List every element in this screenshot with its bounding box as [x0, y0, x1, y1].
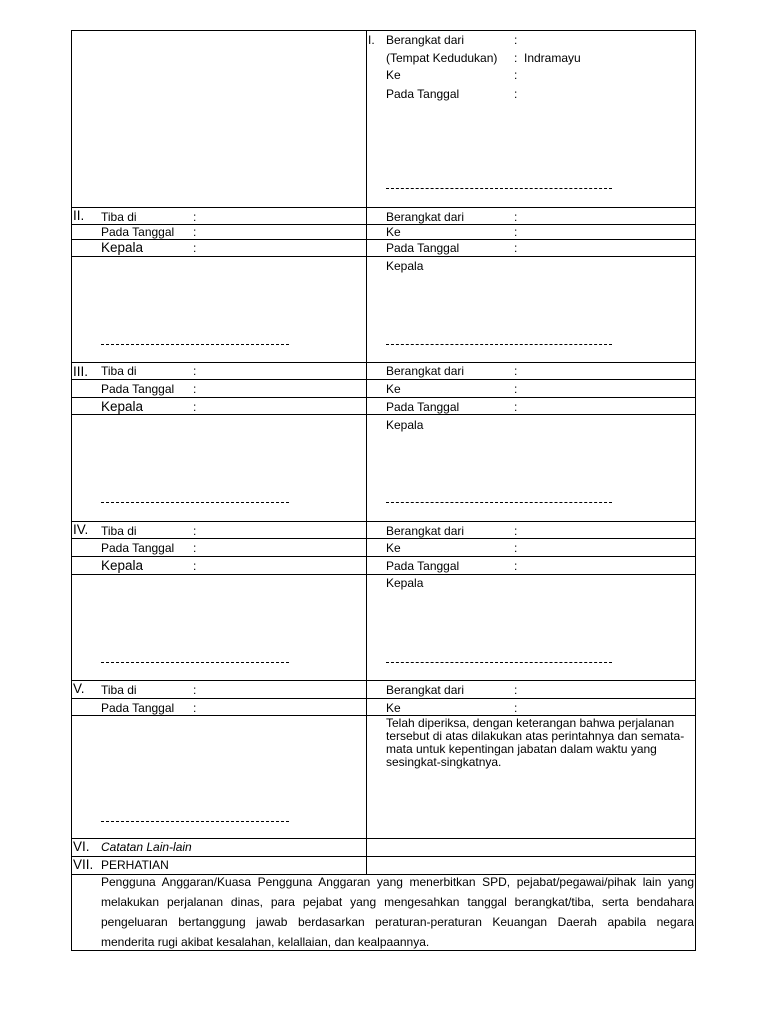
rule — [71, 521, 696, 522]
label-pada-tanggal: Pada Tanggal — [101, 225, 175, 239]
section-number: V. — [73, 681, 85, 696]
label-pada-tanggal: Pada Tanggal — [101, 701, 175, 715]
rule — [71, 680, 696, 681]
colon: : — [514, 33, 518, 47]
paragraph-line: menderita rugi akibat kesalahan, kelallaian, dan kealpaannya. — [101, 935, 430, 949]
value-tempat-kedudukan: Indramayu — [524, 51, 581, 65]
paragraph-line: pengeluaran bertanggung jawab berdasarkan peraturan-peraturan Keuangan Daerah apabila negara — [101, 915, 694, 929]
colon: : — [193, 241, 197, 255]
signature-line — [101, 344, 289, 345]
colon: : — [514, 400, 518, 414]
label-tiba-di: Tiba di — [101, 524, 137, 538]
colon: : — [193, 683, 197, 697]
label-berangkat-dari: Berangkat dari — [386, 210, 465, 224]
signature-line — [101, 502, 289, 503]
colon: : — [193, 225, 197, 239]
rule — [71, 856, 696, 857]
label-ke: Ke — [386, 382, 401, 396]
colon: : — [514, 51, 518, 65]
perhatian-paragraph — [101, 875, 694, 951]
rule — [71, 239, 696, 240]
colon: : — [514, 683, 518, 697]
section-number: VI. — [73, 839, 90, 854]
colon: : — [193, 364, 197, 378]
signature-line — [101, 821, 289, 822]
label-pada-tanggal: Pada Tanggal — [386, 400, 460, 414]
signature-line — [101, 662, 289, 663]
label-berangkat-dari: Berangkat dari — [386, 364, 465, 378]
colon: : — [193, 701, 197, 715]
frame-right — [695, 30, 696, 951]
colon: : — [193, 524, 197, 538]
signature-line — [386, 502, 612, 503]
colon: : — [193, 382, 197, 396]
section-number: III. — [73, 364, 89, 379]
label-pada-tanggal: Pada Tanggal — [386, 559, 460, 573]
colon: : — [514, 524, 518, 538]
label-ke: Ke — [386, 68, 401, 82]
paragraph-line: Pengguna Anggaran/Kuasa Pengguna Anggaran yang menerbitkan SPD, pejabat/pegawai/pihak lain yang — [101, 875, 694, 889]
label-pada-tanggal: Pada Tanggal — [101, 382, 175, 396]
rule — [71, 362, 696, 363]
rule — [71, 397, 696, 398]
colon: : — [514, 241, 518, 255]
rule — [71, 207, 696, 208]
rule — [71, 379, 696, 380]
label-ke: Ke — [386, 225, 401, 239]
section-number: II. — [73, 208, 85, 223]
label-pada-tanggal: Pada Tanggal — [386, 87, 460, 101]
rule — [71, 414, 696, 415]
colon: : — [514, 559, 518, 573]
verification-statement: Telah diperiksa, dengan keterangan bahwa perjalanan tersebut di atas dilakukan atas perintahnya dan semata-mata untuk kepentingan jabatan dalam waktu yang sesingkat-singkatnya. — [386, 716, 685, 769]
label-perhatian: PERHATIAN — [101, 858, 169, 872]
colon: : — [514, 87, 518, 101]
colon: : — [514, 68, 518, 82]
colon: : — [514, 701, 518, 715]
label-ke: Ke — [386, 541, 401, 555]
label-kepala: Kepala — [386, 418, 424, 432]
rule — [71, 256, 696, 257]
label-tiba-di: Tiba di — [101, 364, 137, 378]
label-berangkat-dari: Berangkat dari — [386, 683, 465, 697]
rule — [71, 574, 696, 575]
label-kepala: Kepala — [101, 240, 144, 255]
colon: : — [514, 541, 518, 555]
label-ke: Ke — [386, 701, 401, 715]
label-kepala: Kepala — [386, 259, 424, 273]
section-number: VII. — [73, 857, 94, 872]
rule — [71, 556, 696, 557]
colon: : — [193, 559, 197, 573]
colon: : — [514, 225, 518, 239]
colon: : — [514, 210, 518, 224]
colon: : — [514, 364, 518, 378]
label-kepala: Kepala — [101, 558, 144, 573]
label-kepala: Kepala — [101, 399, 144, 414]
colon: : — [193, 210, 197, 224]
frame-left — [71, 30, 72, 951]
rule — [71, 838, 696, 839]
colon: : — [514, 382, 518, 396]
label-tiba-di: Tiba di — [101, 210, 137, 224]
label-pada-tanggal: Pada Tanggal — [386, 241, 460, 255]
section-number: I. — [368, 33, 375, 47]
label-berangkat-dari: Berangkat dari — [386, 33, 465, 47]
frame-top — [71, 30, 696, 31]
label-berangkat-dari: Berangkat dari — [386, 524, 465, 538]
label-tempat-kedudukan: (Tempat Kedudukan) — [386, 51, 498, 65]
section-number: IV. — [73, 522, 89, 537]
signature-line — [386, 188, 612, 189]
column-divider — [366, 30, 367, 875]
label-pada-tanggal: Pada Tanggal — [101, 541, 175, 555]
label-tiba-di: Tiba di — [101, 683, 137, 697]
colon: : — [193, 541, 197, 555]
signature-line — [386, 662, 612, 663]
label-kepala: Kepala — [386, 576, 424, 590]
signature-line — [386, 344, 612, 345]
rule — [71, 538, 696, 539]
label-catatan: Catatan Lain-lain — [101, 840, 192, 854]
colon: : — [193, 400, 197, 414]
rule — [71, 698, 696, 699]
paragraph-line: melakukan perjalanan dinas, para pejabat yang mengesahkan tanggal berangkat/tiba, serta bendahara — [101, 895, 694, 909]
